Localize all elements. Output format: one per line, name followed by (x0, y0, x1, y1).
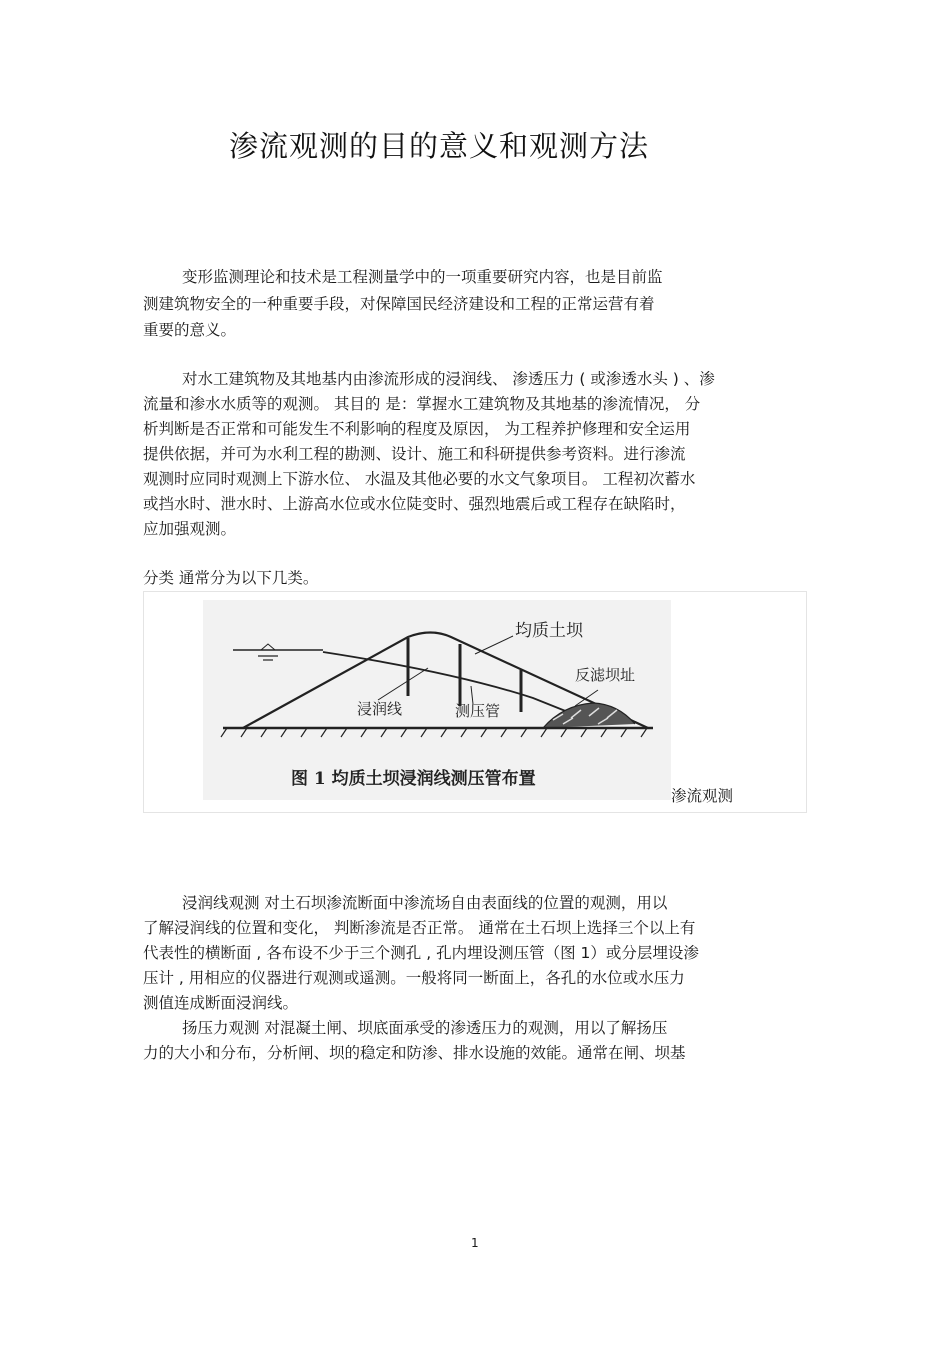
para3-line: 压计 , 用相应的仪器进行观测或遥测。一般将同一断面上，各孔的水位或水压力 (143, 969, 685, 987)
para3-line: 代表性的横断面 , 各布设不少于三个测孔 , 孔内埋设测压管（图 1）或分层埋设渗 (143, 944, 699, 962)
classification-line: 分类 通常分为以下几类。 (143, 569, 319, 587)
para2-line: 流量和渗水水质等的观测。 其目的 是：掌握水工建筑物及其地基的渗流情况， 分 (143, 395, 701, 413)
para3-line: 了解浸润线的位置和变化， 判断渗流是否正常。 通常在土石坝上选择三个以上有 (143, 919, 696, 937)
dam-figure (203, 600, 671, 800)
figure-side-caption: 渗流观测 (671, 787, 734, 805)
label-phreatic-line: 浸润线 (357, 700, 403, 718)
para1-line: 变形监测理论和技术是工程测量学中的一项重要研究内容，也是目前监 (182, 268, 663, 286)
para2-line: 提供依据，并可为水利工程的勘测、设计、施工和科研提供参考资料。进行渗流 (143, 445, 686, 463)
para1-line: 重要的意义。 (143, 321, 237, 339)
page-number: 1 (471, 1236, 479, 1250)
para2-line: 对水工建筑物及其地基内由渗流形成的浸润线、 渗透压力 ( 或渗透水头 ) 、渗 (182, 370, 715, 388)
para3-line: 浸润线观测 对土石坝渗流断面中渗流场自由表面线的位置的观测，用以 (182, 894, 668, 912)
label-piezometer: 测压管 (455, 702, 501, 720)
para2-line: 应加强观测。 (143, 520, 237, 538)
para3-line: 测值连成断面浸润线。 (143, 994, 299, 1012)
para4-line: 扬压力观测 对混凝土闸、坝底面承受的渗透压力的观测，用以了解扬压 (182, 1019, 668, 1037)
para2-line: 或挡水时、泄水时、上游高水位或水位陡变时、强烈地震后或工程存在缺陷时， (143, 495, 686, 513)
para4-line: 力的大小和分布，分析闸、坝的稳定和防渗、排水设施的效能。通常在闸、坝基 (143, 1044, 686, 1062)
label-filter-toe: 反滤坝址 (575, 666, 636, 684)
page-title: 渗流观测的目的意义和观测方法 (229, 129, 650, 163)
para2-line: 析判断是否正常和可能发生不利影响的程度及原因， 为工程养护修理和安全运用 (143, 420, 691, 438)
label-dam: 均质土坝 (515, 621, 583, 641)
para1-line: 测建筑物安全的一种重要手段，对保障国民经济建设和工程的正常运营有着 (143, 295, 655, 313)
figure-caption: 图 1 均质土坝浸润线测压管布置 (291, 769, 536, 789)
para2-line: 观测时应同时观测上下游水位、 水温及其他必要的水文气象项目。 工程初次蓄水 (143, 470, 696, 488)
